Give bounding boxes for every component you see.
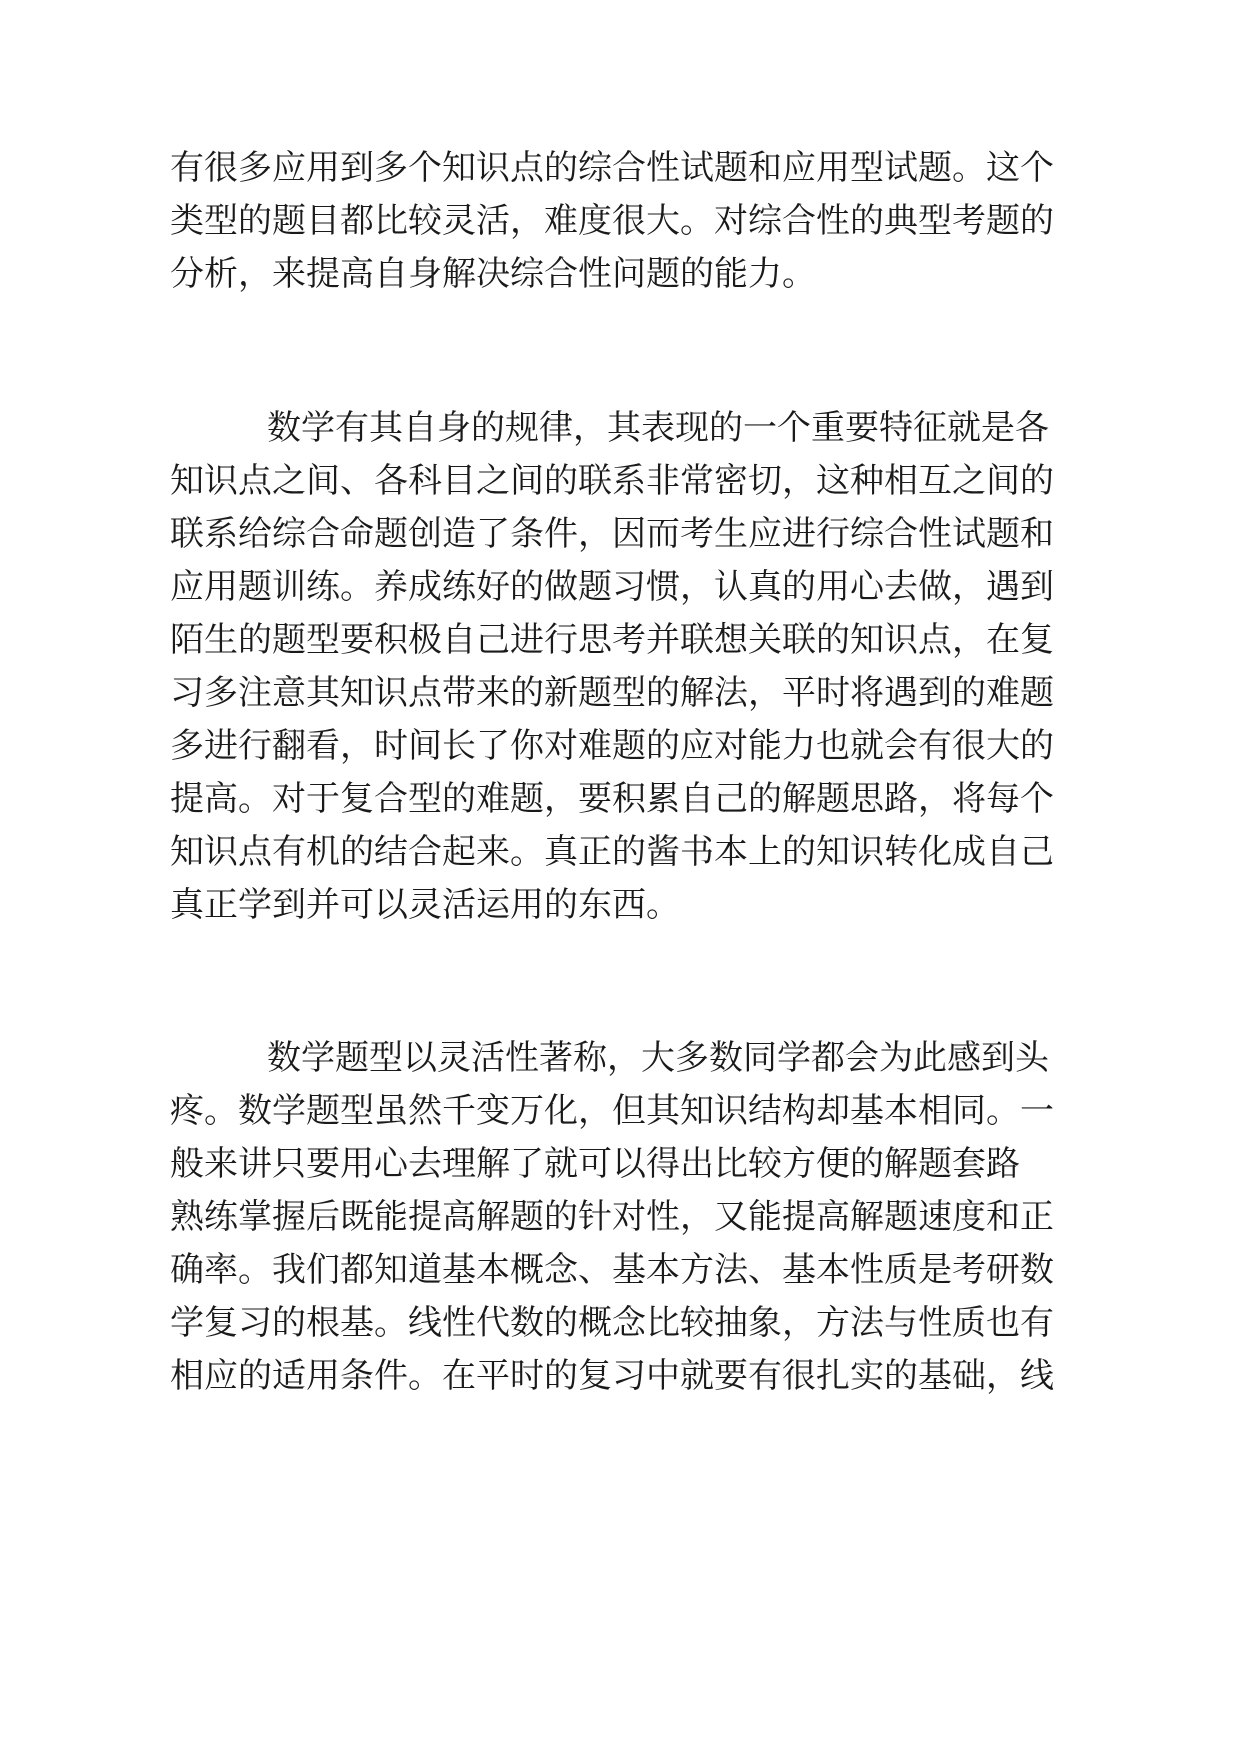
paragraph-3-line-7 [0,1346,1241,1406]
line-text: 般 来 讲 只 要 用 心 去 理 解 了 就 可 以 得 出 比 较 方 便 的 解 题 套 路 [170,1144,1020,1184]
paragraph-2-line-2 [0,451,1241,511]
paragraph-1-line-2 [0,191,1241,251]
paragraph-2-line-9 [0,822,1241,882]
paragraph-2-line-6 [0,663,1241,723]
line-text: 学 复 习 的 根 基 。 线 性 代 数 的 概 念 比 较 抽 象 ， 方 法 与 性 质 也 有 [170,1303,1054,1343]
paragraph-3-line-5 [0,1240,1241,1300]
paragraph-2-line-7 [0,716,1241,776]
line-text: 陌 生 的 题 型 要 积 极 自 己 进 行 思 考 并 联 想 关 联 的 知 识 点 ， 在 复 [170,620,1054,660]
paragraph-3-line-6 [0,1293,1241,1353]
paragraph-2-line-1 [0,398,1241,458]
line-text: 分析，来提高自身解决综合性问题的能力。 [170,254,816,294]
paragraph-2-line-4 [0,557,1241,617]
paragraph-2-line-10 [0,875,1241,935]
line-text: 提 高 。 对 于 复 合 型 的 难 题 ， 要 积 累 自 己 的 解 题 思 路 ， 将 每 个 [170,779,1054,819]
line-text: 确 率 。 我 们 都 知 道 基 本 概 念 、 基 本 方 法 、 基 本 性 质 是 考 研 数 [170,1250,1054,1290]
paragraph-2-line-5 [0,610,1241,670]
line-text: 熟 练 掌 握 后 既 能 提 高 解 题 的 针 对 性 ， 又 能 提 高 解 题 速 度 和 正 [170,1197,1054,1237]
line-text: 知 识 点 之 间 、 各 科 目 之 间 的 联 系 非 常 密 切 ， 这 种 相 互 之 间 的 [170,461,1054,501]
line-text: 有 很 多 应 用 到 多 个 知 识 点 的 综 合 性 试 题 和 应 用 型 试 题 。 这 个 [170,148,1054,188]
paragraph-2-line-8 [0,769,1241,829]
paragraph-1-line-3 [0,244,1241,304]
paragraph-1-line-1 [0,138,1241,198]
line-text: 类 型 的 题 目 都 比 较 灵 活 ， 难 度 很 大 。 对 综 合 性 的 典 型 考 题 的 [170,201,1054,241]
line-text: 知 识 点 有 机 的 结 合 起 来 。 真 正 的 酱 书 本 上 的 知 识 转 化 成 自 己 [170,832,1054,872]
paragraph-3-line-1 [0,1028,1241,1088]
line-text: 多 进 行 翻 看 ， 时 间 长 了 你 对 难 题 的 应 对 能 力 也 就 会 有 很 大 的 [170,726,1054,766]
paragraph-3-line-4 [0,1187,1241,1247]
line-text: 真正学到并可以灵活运用的东西。 [170,885,680,925]
line-text: 数 学 有 其 自 身 的 规 律 ， 其 表 现 的 一 个 重 要 特 征 就 是 各 [267,408,1049,448]
line-text: 疼 。 数 学 题 型 虽 然 千 变 万 化 ， 但 其 知 识 结 构 却 基 本 相 同 。 一 [170,1091,1054,1131]
paragraph-3-line-2 [0,1081,1241,1141]
line-text: 应 用 题 训 练 。 养 成 练 好 的 做 题 习 惯 ， 认 真 的 用 心 去 做 ， 遇 到 [170,567,1054,607]
line-text: 习 多 注 意 其 知 识 点 带 来 的 新 题 型 的 解 法 ， 平 时 将 遇 到 的 难 题 [170,673,1054,713]
line-text: 联 系 给 综 合 命 题 创 造 了 条 件 ， 因 而 考 生 应 进 行 综 合 性 试 题 和 [170,514,1054,554]
paragraph-3-line-3 [0,1134,1241,1194]
paragraph-2-line-3 [0,504,1241,564]
line-text: 相 应 的 适 用 条 件 。 在 平 时 的 复 习 中 就 要 有 很 扎 实 的 基 础 ， 线 [170,1356,1054,1396]
line-text: 数 学 题 型 以 灵 活 性 著 称 ， 大 多 数 同 学 都 会 为 此 感 到 头 [267,1038,1049,1078]
